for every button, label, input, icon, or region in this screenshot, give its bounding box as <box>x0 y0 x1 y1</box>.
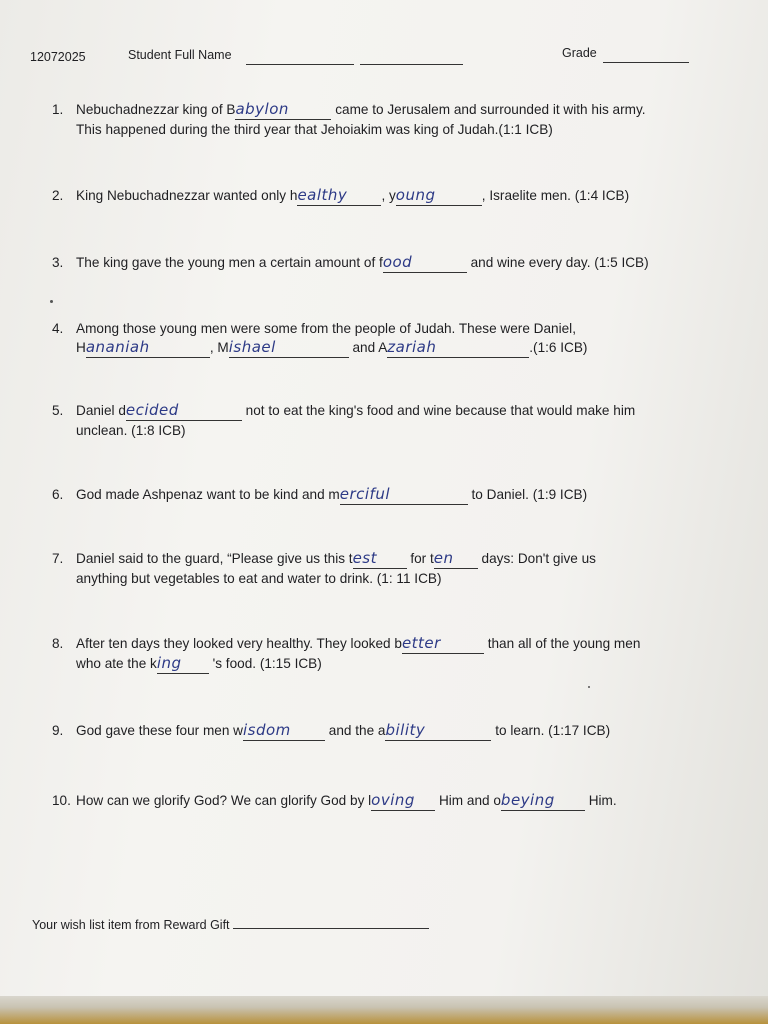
handwritten-answer: oving <box>371 791 415 809</box>
question-text: Among those young men were some from the people of Judah. These were Daniel, <box>76 321 576 336</box>
name-line-last[interactable] <box>360 52 463 65</box>
answer-blank[interactable] <box>402 634 484 654</box>
question-text: How can we glorify God? We can glorify God by l <box>76 793 372 808</box>
answer-blank[interactable] <box>434 549 478 569</box>
handwritten-answer: ood <box>382 253 413 271</box>
answer-blank[interactable] <box>86 338 210 358</box>
question-text: Daniel said to the guard, “Please give us this t <box>76 551 353 566</box>
handwritten-answer: oung <box>395 186 436 204</box>
handwritten-answer: bility <box>385 721 426 739</box>
question-text: God gave these four men w <box>76 723 243 738</box>
answer-blank[interactable] <box>387 338 529 358</box>
question-text: and A <box>352 340 388 355</box>
question-text: .(1:6 ICB) <box>529 340 588 355</box>
question-number: 6. <box>52 487 64 502</box>
handwritten-answer: ing <box>156 654 182 672</box>
question-4 <box>52 319 587 358</box>
wish-list-label: Your wish list item from Reward Gift <box>32 918 230 932</box>
answer-blank[interactable] <box>297 186 381 206</box>
question-text: H <box>76 340 86 355</box>
answer-blank[interactable] <box>396 186 482 206</box>
question-text: who ate the k <box>76 656 157 671</box>
grade-label: Grade <box>562 46 597 60</box>
question-text: , M <box>209 340 229 355</box>
answer-blank[interactable] <box>126 401 242 421</box>
question-text: to Daniel. (1:9 ICB) <box>471 487 588 502</box>
handwritten-answer: zariah <box>387 338 437 356</box>
paper-speck <box>50 300 53 303</box>
answer-blank[interactable] <box>235 100 331 120</box>
question-number: 7. <box>52 551 64 566</box>
question-10 <box>52 791 617 811</box>
question-number: 8. <box>52 636 64 651</box>
question-text-line2: This happened during the third year that Jehoiakim was king of Judah.(1:1 ICB) <box>76 122 553 137</box>
question-text-line2: anything but vegetables to eat and water to drink. (1: 11 ICB) <box>76 571 442 586</box>
question-text: than all of the young men <box>487 636 641 651</box>
question-text: 's food. (1:15 ICB) <box>212 656 322 671</box>
handwritten-answer: ealthy <box>297 186 348 204</box>
question-number: 5. <box>52 403 64 418</box>
question-text-line2: unclean. (1:8 ICB) <box>76 423 186 438</box>
question-text: The king gave the young men a certain amount of f <box>76 255 383 270</box>
answer-blank[interactable] <box>501 791 585 811</box>
question-8 <box>52 634 640 674</box>
answer-blank[interactable] <box>229 338 349 358</box>
question-number: 1. <box>52 102 64 117</box>
question-number: 2. <box>52 188 64 203</box>
question-text: days: Don't give us <box>481 551 596 566</box>
question-text: Daniel d <box>76 403 126 418</box>
question-number: 10. <box>52 793 71 808</box>
question-number: 3. <box>52 255 64 270</box>
question-text: and wine every day. (1:5 ICB) <box>470 255 649 270</box>
student-name-label: Student Full Name <box>128 48 232 62</box>
grade-line[interactable] <box>603 50 689 63</box>
handwritten-answer: ecided <box>125 401 179 419</box>
question-text: for t <box>410 551 434 566</box>
paper-speck <box>588 686 590 688</box>
answer-blank[interactable] <box>371 791 435 811</box>
question-text: After ten days they looked very healthy. They looked b <box>76 636 402 651</box>
question-text: King Nebuchadnezzar wanted only h <box>76 188 298 203</box>
handwritten-answer: beying <box>500 791 555 809</box>
question-text: Nebuchadnezzar king of B <box>76 102 236 117</box>
answer-blank[interactable] <box>243 721 325 741</box>
question-text: Him. <box>588 793 617 808</box>
question-2 <box>52 186 629 206</box>
question-7 <box>52 549 596 588</box>
handwritten-answer: ananiah <box>85 338 150 356</box>
question-5 <box>52 401 635 440</box>
handwritten-answer: abylon <box>235 100 289 118</box>
question-1 <box>52 100 646 139</box>
question-text: and the a <box>328 723 386 738</box>
wish-list-prompt <box>32 916 429 932</box>
question-3 <box>52 253 649 273</box>
answer-blank[interactable] <box>340 485 468 505</box>
question-number: 9. <box>52 723 64 738</box>
question-9 <box>52 721 610 741</box>
handwritten-answer: isdom <box>243 721 291 739</box>
answer-blank[interactable] <box>383 253 467 273</box>
question-text: God made Ashpenaz want to be kind and m <box>76 487 340 502</box>
answer-blank[interactable] <box>157 654 209 674</box>
answer-blank[interactable] <box>385 721 491 741</box>
question-text: , Israelite men. (1:4 ICB) <box>481 188 630 203</box>
handwritten-answer: est <box>352 549 377 567</box>
question-text: to learn. (1:17 ICB) <box>495 723 611 738</box>
wish-list-line[interactable] <box>233 916 429 929</box>
question-text: came to Jerusalem and surrounded it with his army. <box>335 102 646 117</box>
handwritten-answer: etter <box>401 634 441 652</box>
question-6 <box>52 485 587 505</box>
question-text: not to eat the king's food and wine because that would make him <box>245 403 636 418</box>
handwritten-answer: ishael <box>228 338 276 356</box>
date-code: 12072025 <box>30 50 86 64</box>
question-number: 4. <box>52 321 64 336</box>
answer-blank[interactable] <box>353 549 407 569</box>
floor-edge <box>0 996 768 1024</box>
name-line-first[interactable] <box>246 52 354 65</box>
question-text: , y <box>381 188 396 203</box>
handwritten-answer: erciful <box>339 485 391 503</box>
handwritten-answer: en <box>433 549 454 567</box>
question-text: Him and o <box>438 793 501 808</box>
